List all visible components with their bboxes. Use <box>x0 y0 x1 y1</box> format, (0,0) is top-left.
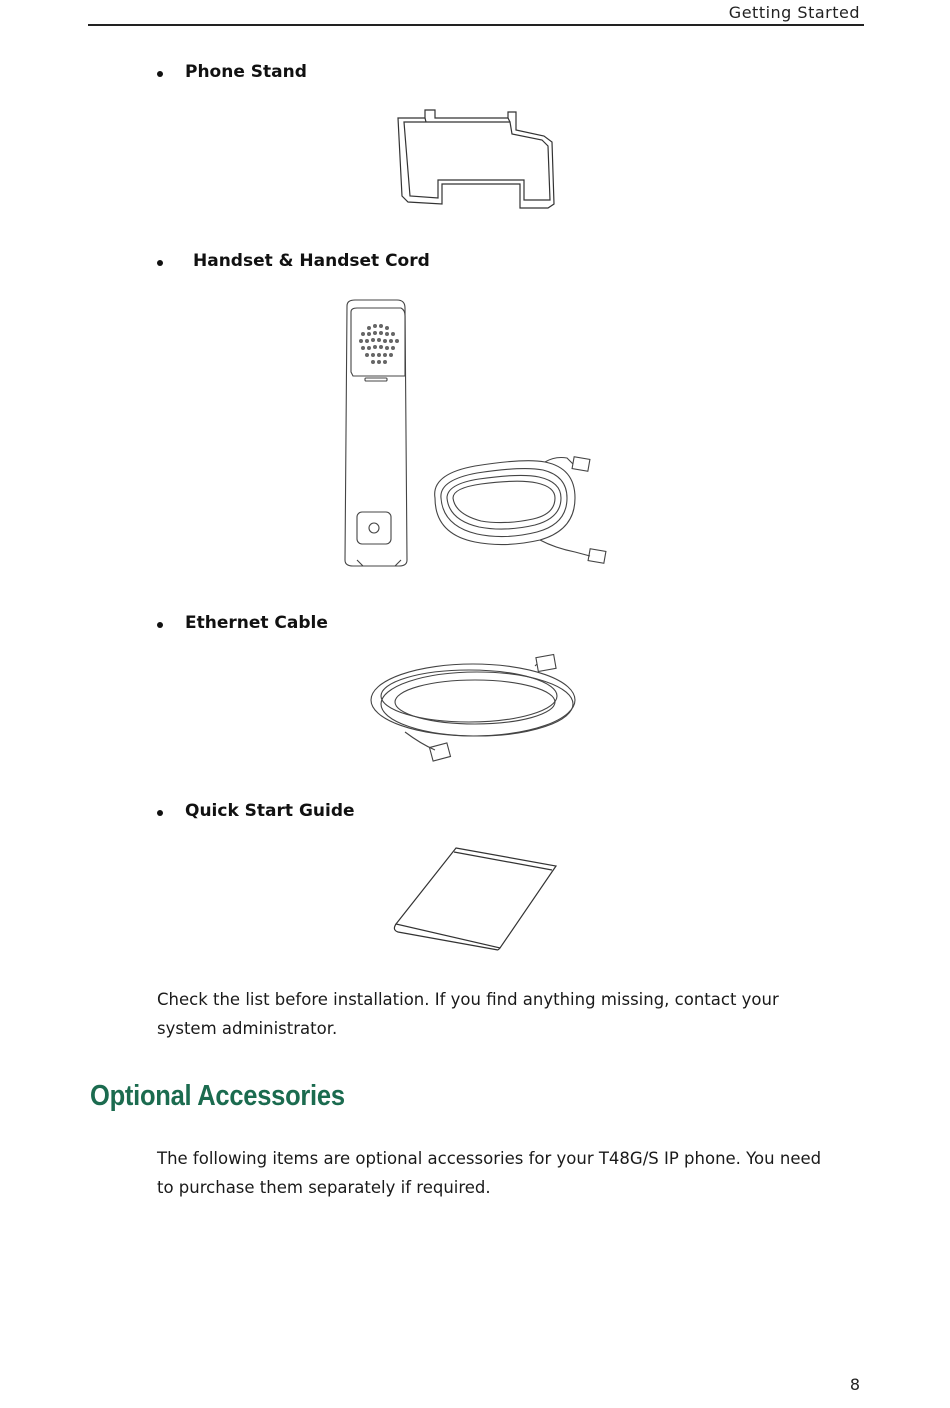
check-list-note: Check the list before installation. If you find anything missing, contact your system administrator. <box>157 990 779 1038</box>
item-label-phone-stand: Phone Stand <box>185 62 307 82</box>
quick-start-guide-icon <box>388 842 563 954</box>
handset-icon <box>335 298 625 573</box>
bullet <box>157 622 163 628</box>
header-rule <box>88 24 864 26</box>
page-number: 8 <box>849 1375 860 1394</box>
running-header: Getting Started <box>728 3 860 22</box>
item-label-quick-start-guide: Quick Start Guide <box>185 801 355 821</box>
phone-stand-icon <box>390 108 560 213</box>
bullet <box>157 260 163 266</box>
bullet <box>157 810 163 816</box>
ethernet-cable-icon <box>365 650 585 770</box>
section-heading: Optional Accessories <box>90 1080 345 1112</box>
item-label-ethernet-cable: Ethernet Cable <box>185 613 328 633</box>
bullet <box>157 71 163 77</box>
section-intro: The following items are optional accessories for your T48G/S IP phone. You need to purchase them separately if required. <box>157 1149 822 1197</box>
item-label-handset: Handset & Handset Cord <box>193 251 430 271</box>
